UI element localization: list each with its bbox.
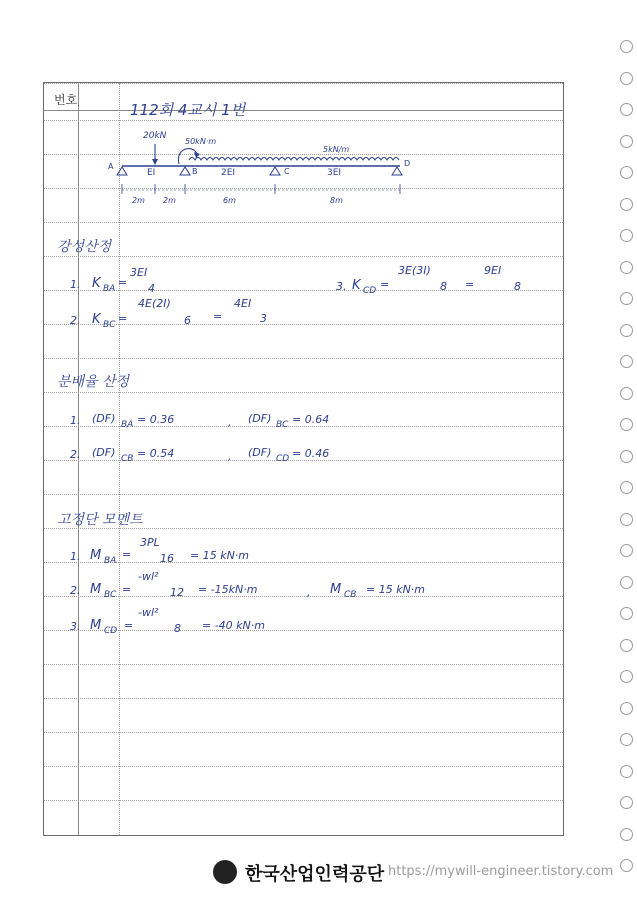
ruled-line bbox=[44, 222, 563, 223]
eq-lhs: M bbox=[90, 582, 102, 597]
binding-hole bbox=[620, 481, 633, 494]
binding-hole bbox=[620, 324, 633, 337]
eq-num: 2. bbox=[70, 314, 81, 327]
frac-num: 3PL bbox=[140, 536, 160, 549]
frac-num: 3EI bbox=[130, 266, 148, 279]
df-b: (DF) bbox=[248, 412, 272, 425]
ruled-line bbox=[44, 562, 563, 563]
binding-hole bbox=[620, 135, 633, 148]
frac-num: -wl² bbox=[138, 606, 159, 619]
eq-sub: BA bbox=[104, 556, 117, 566]
binding-hole bbox=[620, 229, 633, 242]
df-a-val: = 0.36 bbox=[137, 413, 175, 426]
df-a-sub: BA bbox=[121, 420, 134, 430]
support-b bbox=[180, 167, 190, 175]
binding-hole bbox=[620, 513, 633, 526]
binding-hole bbox=[620, 765, 633, 778]
eq-sub: BC bbox=[103, 320, 116, 330]
udl-label: 5kN/m bbox=[323, 145, 350, 154]
eq-num: 1. bbox=[70, 278, 81, 291]
binding-hole bbox=[620, 796, 633, 809]
span-2-label: 2m bbox=[163, 196, 176, 205]
binding-hole bbox=[620, 702, 633, 715]
section-stiffness-heading: 강성산정 bbox=[57, 239, 112, 255]
eq-sign-2: = bbox=[465, 278, 475, 291]
binding-hole bbox=[620, 859, 633, 872]
binding-hole bbox=[620, 544, 633, 557]
binding-hole bbox=[620, 828, 633, 841]
beam-diagram bbox=[105, 124, 425, 209]
eq-lhs: K bbox=[352, 278, 361, 293]
spiral-binding bbox=[617, 40, 633, 890]
eq-sub: CD bbox=[363, 286, 377, 296]
node-d-label: D bbox=[404, 159, 411, 168]
span-4-label: 8m bbox=[330, 196, 343, 205]
binding-hole bbox=[620, 355, 633, 368]
binding-hole bbox=[620, 387, 633, 400]
binding-hole bbox=[620, 72, 633, 85]
frac-num: 3E(3I) bbox=[398, 264, 431, 277]
binding-hole bbox=[620, 166, 633, 179]
eq-num: 1. bbox=[70, 414, 81, 427]
support-d bbox=[392, 167, 402, 175]
eq-value: = -15kN·m bbox=[198, 583, 258, 596]
support-c bbox=[270, 167, 280, 175]
ruled-line bbox=[44, 732, 563, 733]
eq-sign: = bbox=[122, 583, 132, 596]
source-url: https://mywill-engineer.tistory.com bbox=[388, 864, 614, 879]
ruled-line bbox=[44, 256, 563, 257]
frac2-num: 4EI bbox=[234, 297, 252, 310]
frac2-den: 8 bbox=[514, 280, 521, 293]
span-3-label: 6m bbox=[223, 196, 236, 205]
org-name: 한국산업인력공단 bbox=[245, 864, 385, 885]
eq-num: 3. bbox=[70, 620, 81, 633]
binding-hole bbox=[620, 198, 633, 211]
frac-den: 12 bbox=[170, 586, 184, 599]
df-b-val: = 0.64 bbox=[292, 413, 330, 426]
frac2-num: 9EI bbox=[484, 264, 502, 277]
eq-lhs: M bbox=[90, 548, 102, 563]
eq-sign: = bbox=[124, 619, 134, 632]
ruled-line bbox=[44, 358, 563, 359]
eq-sign: = bbox=[380, 278, 390, 291]
eq-lhs: M bbox=[90, 618, 102, 633]
ruled-line bbox=[44, 120, 563, 121]
eq-lhs-2: M bbox=[330, 582, 342, 597]
eq-lhs: K bbox=[92, 312, 101, 327]
binding-hole bbox=[620, 670, 633, 683]
ruled-line bbox=[44, 630, 563, 631]
ruled-line bbox=[44, 698, 563, 699]
section-distribution-heading: 분배율 산정 bbox=[57, 374, 130, 390]
eq-sub: BC bbox=[104, 590, 117, 600]
eq-num: 2. bbox=[70, 448, 81, 461]
ruled-line bbox=[44, 392, 563, 393]
stiffness-cd-label: 3EI bbox=[327, 168, 342, 178]
binding-hole bbox=[620, 103, 633, 116]
ruled-line bbox=[44, 664, 563, 665]
ruled-line bbox=[44, 290, 563, 291]
ruled-line bbox=[44, 800, 563, 801]
number-label: 번호 bbox=[54, 93, 78, 107]
binding-hole bbox=[620, 733, 633, 746]
df-b: (DF) bbox=[248, 446, 272, 459]
df-sep: , bbox=[228, 416, 232, 429]
point-load-arrowhead bbox=[152, 159, 158, 165]
df-b-val: = 0.46 bbox=[292, 447, 330, 460]
frac-den: 16 bbox=[160, 552, 174, 565]
binding-hole bbox=[620, 40, 633, 53]
binding-hole bbox=[620, 292, 633, 305]
node-b-label: B bbox=[192, 167, 198, 176]
node-c-label: C bbox=[284, 167, 290, 176]
df-b-sub: CD bbox=[276, 454, 290, 464]
eq-sign: = bbox=[118, 276, 128, 289]
eq-sub-2: CB bbox=[344, 590, 357, 600]
eq-sign: = bbox=[118, 312, 128, 325]
frac-den: 4 bbox=[148, 282, 155, 295]
frac-den: 6 bbox=[184, 314, 191, 327]
df-b-sub: BC bbox=[276, 420, 289, 430]
ruled-line bbox=[44, 766, 563, 767]
binding-hole bbox=[620, 576, 633, 589]
moment-arc bbox=[178, 149, 197, 164]
binding-hole bbox=[620, 418, 633, 431]
df-a: (DF) bbox=[92, 446, 116, 459]
eq-sub: BA bbox=[103, 284, 116, 294]
eq-sign: = bbox=[122, 548, 132, 561]
eq-num: 1. bbox=[70, 550, 81, 563]
eq-value: = -40 kN·m bbox=[202, 619, 265, 632]
ruled-line bbox=[44, 110, 563, 111]
ruled-line bbox=[44, 596, 563, 597]
df-sep: , bbox=[228, 450, 232, 463]
frac2-den: 3 bbox=[260, 312, 267, 325]
frac-den: 8 bbox=[440, 280, 447, 293]
frac-den: 8 bbox=[174, 622, 181, 635]
eq-value: = 15 kN·m bbox=[190, 549, 250, 562]
eq-sign-2: = bbox=[213, 310, 223, 323]
ruled-line bbox=[44, 83, 563, 84]
moment-label: 50kN·m bbox=[185, 137, 217, 146]
frac-num: -wl² bbox=[138, 570, 159, 583]
problem-title: 112회 4교시 1번 bbox=[130, 101, 246, 119]
binding-hole bbox=[620, 639, 633, 652]
eq-num: 3. bbox=[336, 280, 347, 293]
eq-lhs: K bbox=[92, 276, 101, 291]
binding-hole bbox=[620, 450, 633, 463]
binding-hole bbox=[620, 607, 633, 620]
eq-sep: , bbox=[307, 586, 311, 599]
stiffness-ab-label: EI bbox=[147, 168, 156, 178]
df-a-sub: CB bbox=[121, 454, 134, 464]
point-load-label: 20kN bbox=[143, 131, 167, 141]
span-1-label: 2m bbox=[132, 196, 145, 205]
stiffness-bc-label: 2EI bbox=[221, 168, 236, 178]
df-a: (DF) bbox=[92, 412, 116, 425]
section-fem-heading: 고정단 모멘트 bbox=[57, 512, 143, 528]
eq-value-2: = 15 kN·m bbox=[366, 583, 426, 596]
eq-sub: CD bbox=[104, 626, 118, 636]
binding-hole bbox=[620, 261, 633, 274]
org-logo bbox=[213, 860, 237, 884]
eq-num: 2. bbox=[70, 584, 81, 597]
ruled-line bbox=[44, 494, 563, 495]
node-a-label: A bbox=[108, 162, 114, 171]
support-a bbox=[117, 167, 127, 175]
distributed-load bbox=[189, 158, 399, 161]
df-a-val: = 0.54 bbox=[137, 447, 175, 460]
frac-num: 4E(2I) bbox=[138, 297, 171, 310]
